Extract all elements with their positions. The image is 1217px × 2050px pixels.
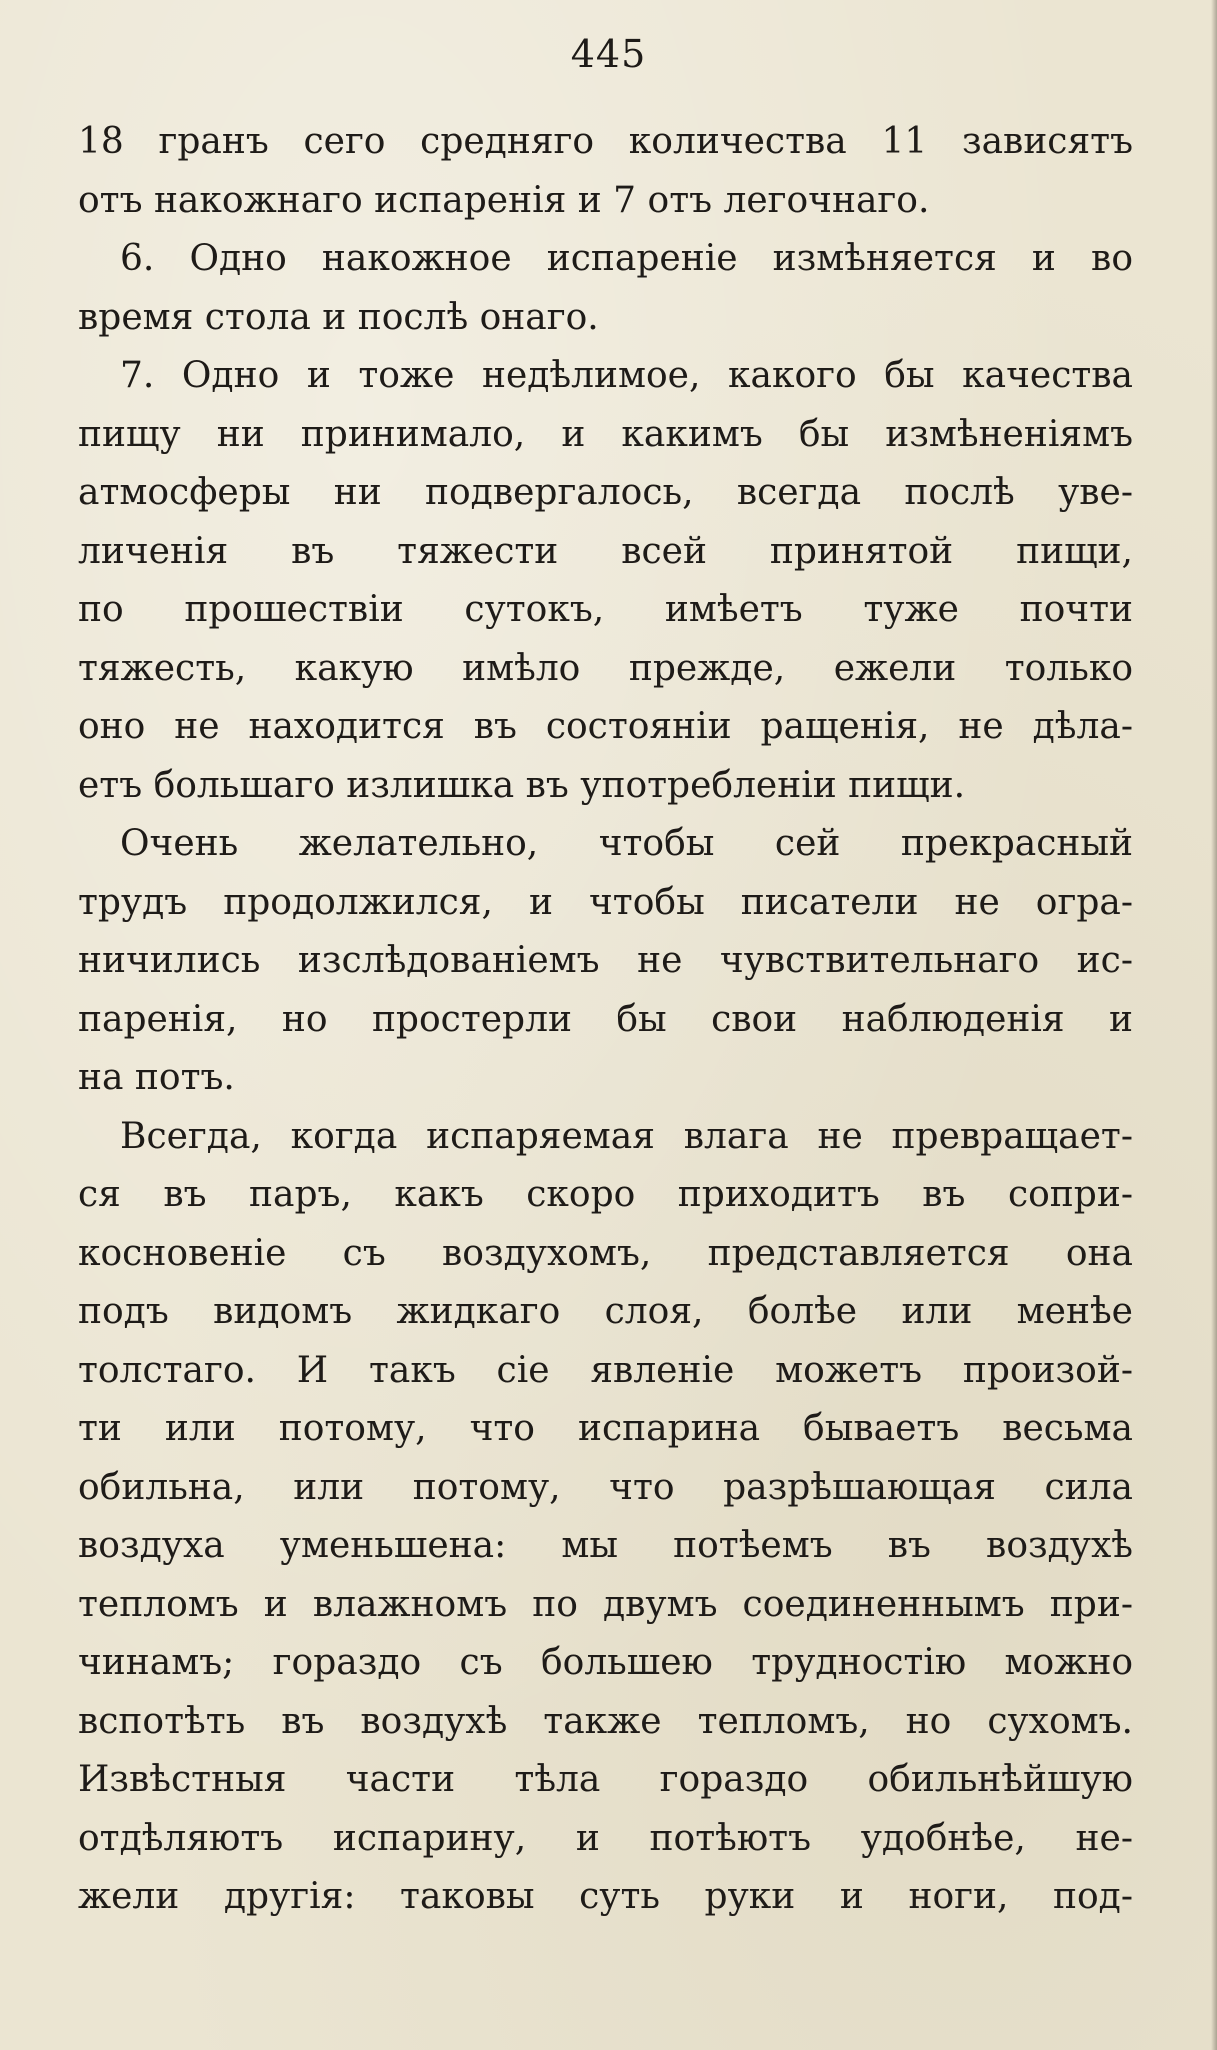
text-line: 7. Одно и тоже недѣлимое, какого бы качества — [120, 355, 1133, 396]
text-line: трудъ продолжился, и чтобы писатели не огра- — [78, 881, 1133, 923]
text-line: воздуха уменьшена: мы потѣемъ въ воздухѣ — [78, 1525, 1133, 1566]
text-line: на потъ. — [78, 1057, 235, 1098]
text-line: Всегда, когда испаряемая влага не превращает- — [120, 1115, 1133, 1157]
text-line: Извѣстныя части тѣла гораздо обильнѣйшую — [78, 1759, 1133, 1800]
text-line: по прошествіи сутокъ, имѣетъ туже почти — [78, 589, 1133, 630]
text-line: толстаго. И такъ сіе явленіе можетъ произой- — [78, 1349, 1133, 1391]
body-text — [78, 113, 1133, 1927]
text-line: время стола и послѣ онаго. — [78, 296, 599, 338]
text-line: ся въ паръ, какъ скоро приходитъ въ сопри- — [78, 1174, 1133, 1215]
text-line: ти или потому, что испарина бываетъ весьма — [78, 1408, 1133, 1449]
text-line: Очень желательно, чтобы сей прекрасный — [120, 823, 1133, 864]
text-line: косновеніе съ воздухомъ, представляется она — [78, 1232, 1133, 1274]
page-edge-shadow — [1211, 0, 1217, 2050]
text-line: отдѣляютъ испарину, и потѣютъ удобнѣе, не- — [78, 1817, 1133, 1859]
text-line: чинамъ; гораздо съ большею трудностію можно — [78, 1642, 1133, 1683]
text-line: вспотѣть въ воздухѣ также тепломъ, но сухомъ. — [78, 1700, 1133, 1742]
text-line: атмосферы ни подвергалось, всегда послѣ уве- — [78, 472, 1133, 513]
text-line: отъ накожнаго испаренія и 7 отъ легочнаго. — [78, 179, 930, 221]
text-line: тяжесть, какую имѣло прежде, ежели только — [78, 647, 1133, 689]
page-number: 445 — [570, 32, 647, 76]
text-line: личенія въ тяжести всей принятой пищи, — [78, 530, 1133, 572]
text-line: етъ большаго излишка въ употребленіи пищи. — [78, 764, 966, 806]
text-line: жели другія: таковы суть руки и ноги, под- — [78, 1876, 1133, 1917]
text-line: 6. Одно накожное испареніе измѣняется и во — [120, 238, 1133, 279]
text-line: паренія, но простерли бы свои наблюденія и — [78, 998, 1133, 1040]
text-line: подъ видомъ жидкаго слоя, болѣе или менѣе — [78, 1291, 1133, 1332]
text-line: тепломъ и влажномъ по двумъ соединеннымъ при- — [78, 1583, 1133, 1625]
text-line: оно не находится въ состояніи ращенія, не дѣла- — [78, 706, 1133, 747]
text-line: 18 гранъ сего средняго количества 11 зависятъ — [78, 121, 1133, 162]
text-line: ничились изслѣдованіемъ не чувствительнаго ис- — [78, 940, 1133, 981]
text-line: пищу ни принимало, и какимъ бы измѣненіямъ — [78, 413, 1133, 455]
text-line: обильна, или потому, что разрѣшающая сила — [78, 1466, 1133, 1508]
